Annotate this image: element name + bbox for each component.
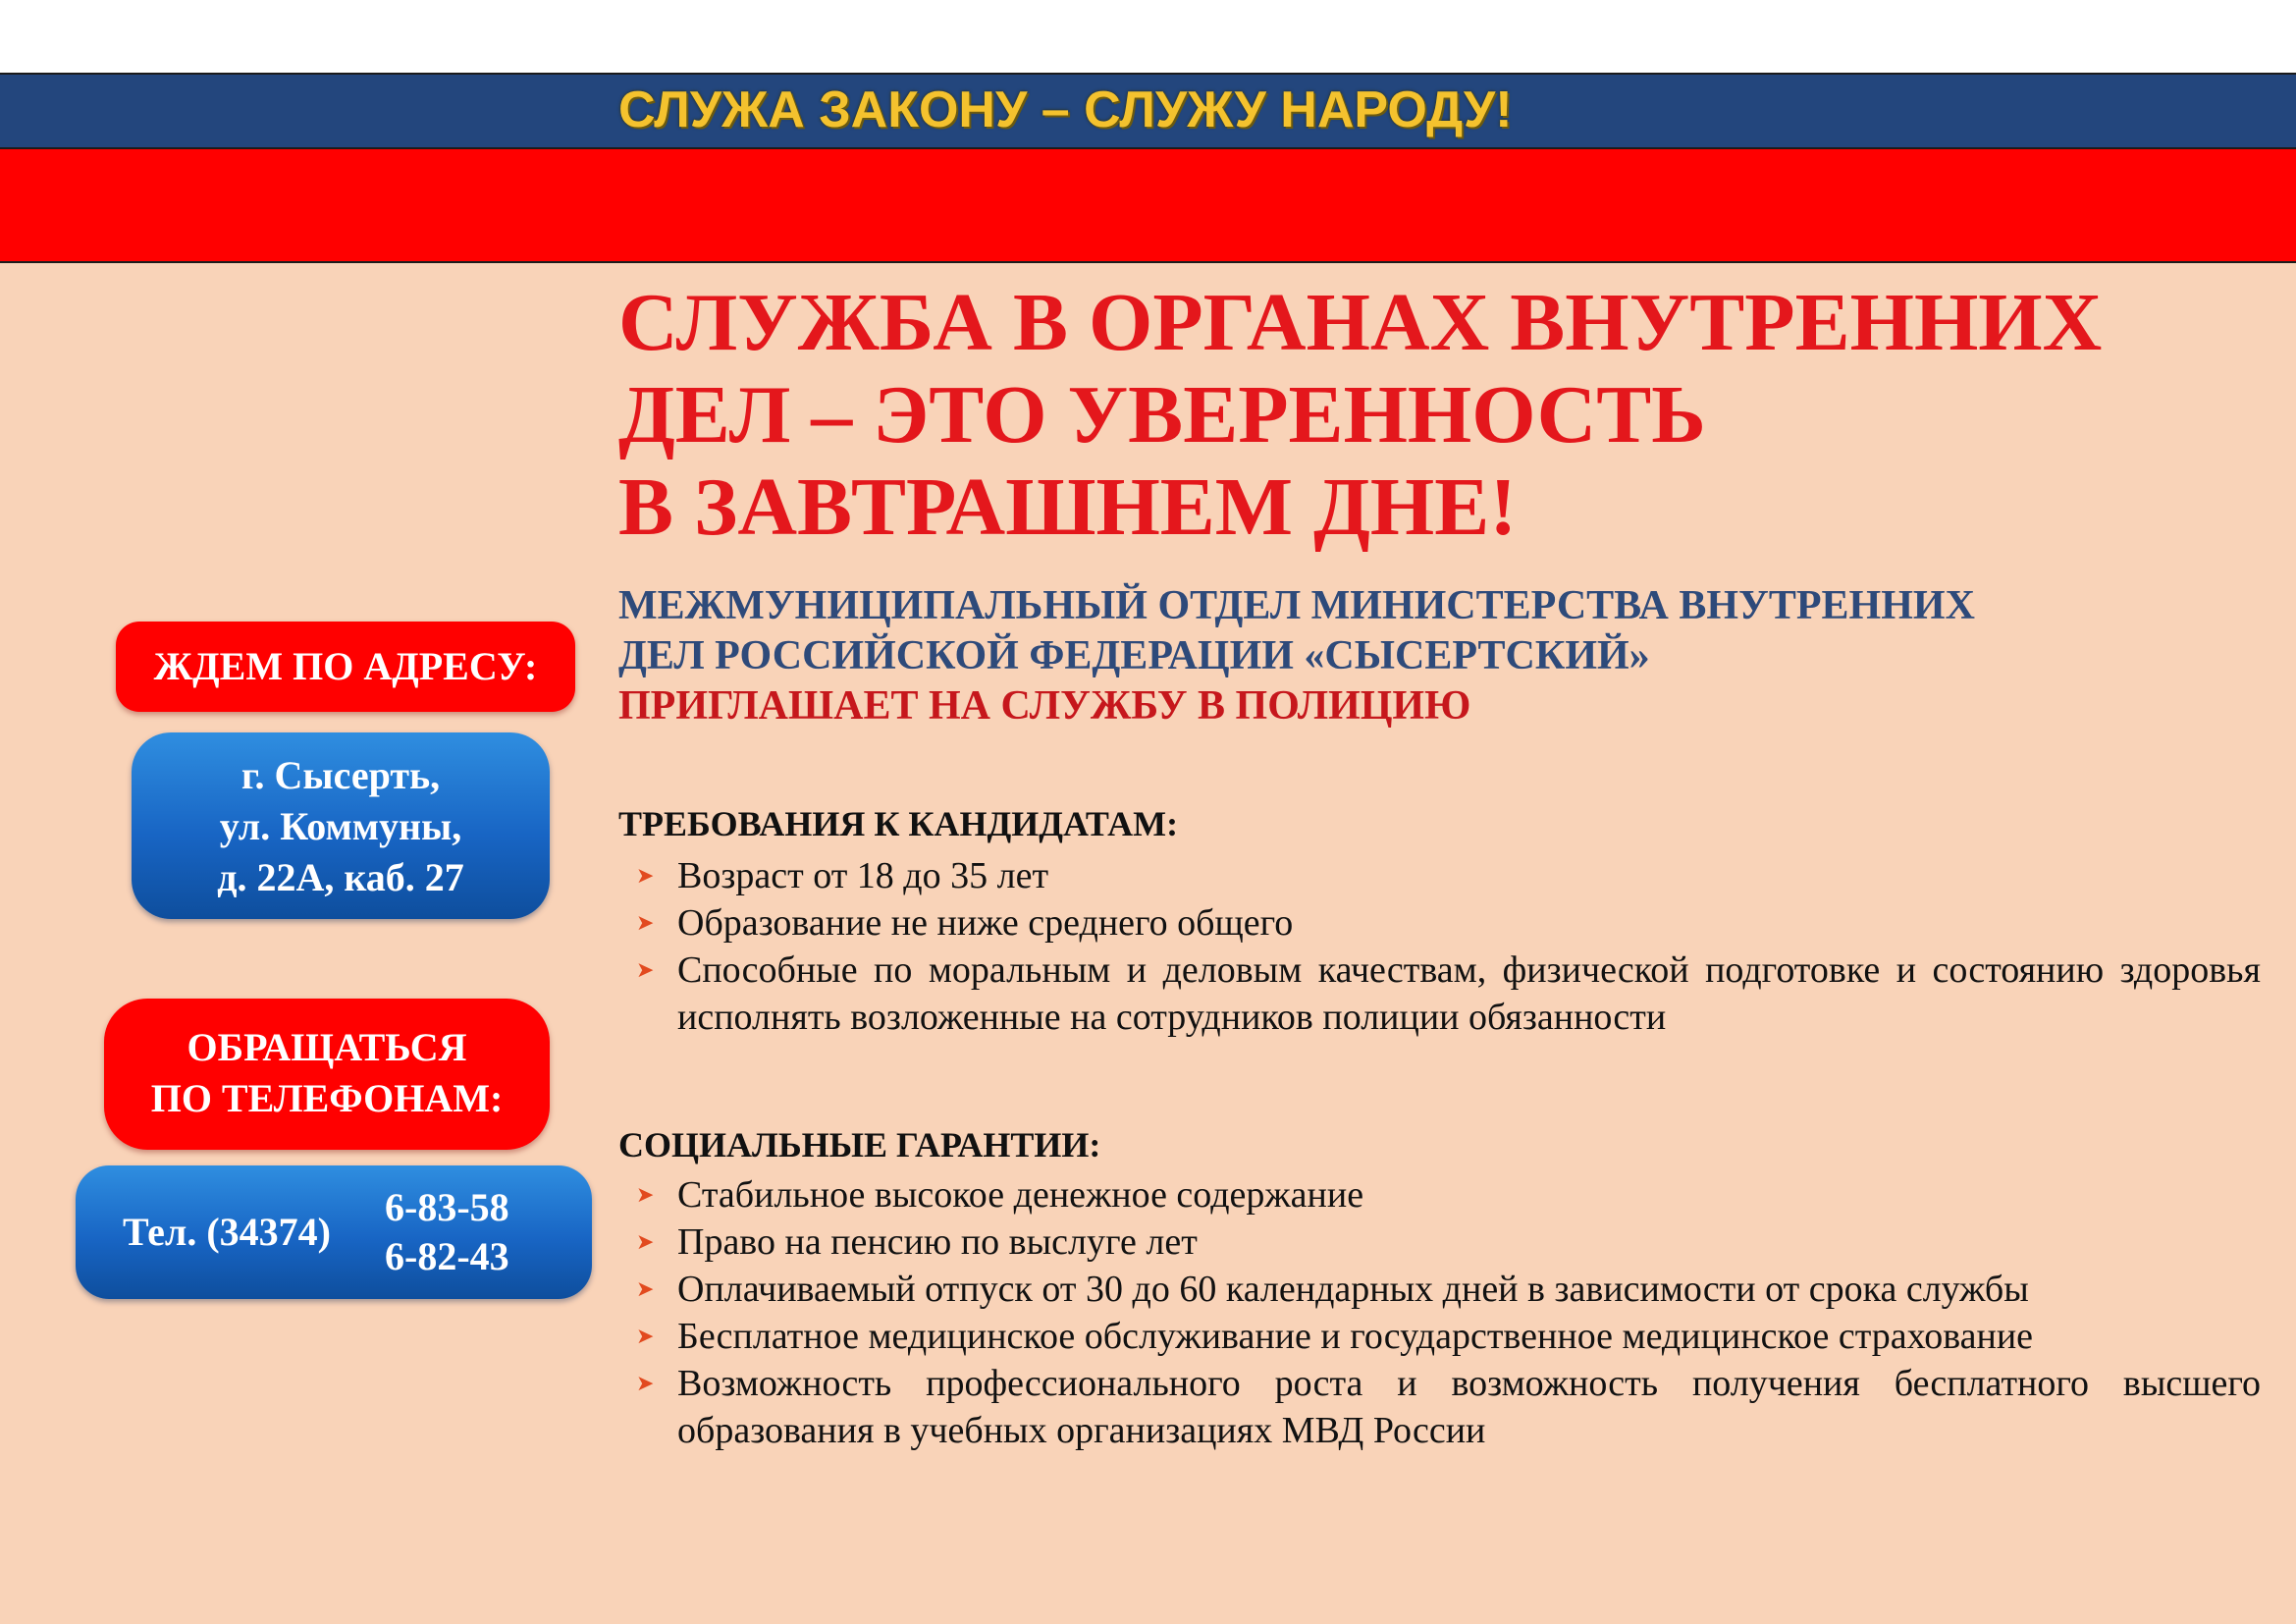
address-box xyxy=(132,732,550,919)
phone-number: 6-82-43 xyxy=(385,1234,509,1278)
guarantees-list xyxy=(636,1171,2261,1454)
address-line: ул. Коммуны, xyxy=(219,804,462,848)
page-title-line: В ЗАВТРАШНЕМ ДНЕ! xyxy=(618,461,1518,553)
list-item: ➤ Образование не ниже среднего общего xyxy=(636,899,2261,947)
page-title xyxy=(618,277,2189,554)
arrow-bullet-icon: ➤ xyxy=(636,1276,655,1301)
organization-name-line: ДЕЛ РОССИЙСКОЙ ФЕДЕРАЦИИ «СЫСЕРТСКИЙ» xyxy=(618,633,1650,678)
guarantees-heading: СОЦИАЛЬНЫЕ ГАРАНТИИ: xyxy=(618,1125,1101,1164)
phone-number: 6-83-58 xyxy=(385,1185,509,1229)
address-heading: ЖДЕМ ПО АДРЕСУ: xyxy=(116,622,575,712)
phone-heading-line: ОБРАЩАТЬСЯ xyxy=(187,1025,467,1069)
page-title-line: ДЕЛ – ЭТО УВЕРЕННОСТЬ xyxy=(618,369,1706,460)
organization-name-line: МЕЖМУНИЦИПАЛЬНЫЙ ОТДЕЛ МИНИСТЕРСТВА ВНУТРЕННИХ xyxy=(618,583,1975,628)
arrow-bullet-icon: ➤ xyxy=(636,1371,655,1395)
arrow-bullet-icon: ➤ xyxy=(636,1324,655,1348)
requirements-heading: ТРЕБОВАНИЯ К КАНДИДАТАМ: xyxy=(618,804,1179,843)
arrow-bullet-icon: ➤ xyxy=(636,910,655,935)
address-line: д. 22А, каб. 27 xyxy=(217,855,464,899)
slogan: СЛУЖА ЗАКОНУ – СЛУЖУ НАРОДУ! xyxy=(618,81,1513,138)
list-item: ➤ Бесплатное медицинское обслуживание и государственное медицинское страхование xyxy=(636,1313,2261,1360)
list-item: ➤ Возможность профессионального роста и возможность получения бесплатного высшего образования в учебных организациях МВД России xyxy=(636,1360,2261,1454)
list-item: ➤ Возраст от 18 до 35 лет xyxy=(636,852,2261,899)
phone-heading xyxy=(104,999,550,1150)
phone-prefix: Тел. (34374) xyxy=(123,1210,331,1254)
list-item: ➤ Стабильное высокое денежное содержание xyxy=(636,1171,2261,1218)
invitation-line: ПРИГЛАШАЕТ НА СЛУЖБУ В ПОЛИЦИЮ xyxy=(618,683,1471,729)
arrow-bullet-icon: ➤ xyxy=(636,1182,655,1207)
phone-heading-line: ПО ТЕЛЕФОНАМ: xyxy=(150,1076,504,1120)
list-item: ➤ Оплачиваемый отпуск от 30 до 60 календарных дней в зависимости от срока службы xyxy=(636,1266,2261,1313)
arrow-bullet-icon: ➤ xyxy=(636,1229,655,1254)
requirements-list xyxy=(636,852,2261,1041)
list-item: ➤ Право на пенсию по выслуге лет xyxy=(636,1218,2261,1266)
flag-stripe-white xyxy=(0,0,2296,75)
list-item: ➤ Способные по моральным и деловым качествам, физической подготовке и состоянию здоровья исполнять возложенные на сотрудников полиции обязанности xyxy=(636,947,2261,1041)
arrow-bullet-icon: ➤ xyxy=(636,863,655,888)
page-title-line: СЛУЖБА В ОРГАНАХ ВНУТРЕННИХ xyxy=(618,277,2103,368)
phone-numbers xyxy=(385,1183,509,1281)
address-line: г. Сысерть, xyxy=(240,753,441,797)
arrow-bullet-icon: ➤ xyxy=(636,957,655,982)
phone-box xyxy=(76,1165,592,1299)
flag-stripe-red xyxy=(0,149,2296,263)
organization-block xyxy=(618,581,2209,731)
